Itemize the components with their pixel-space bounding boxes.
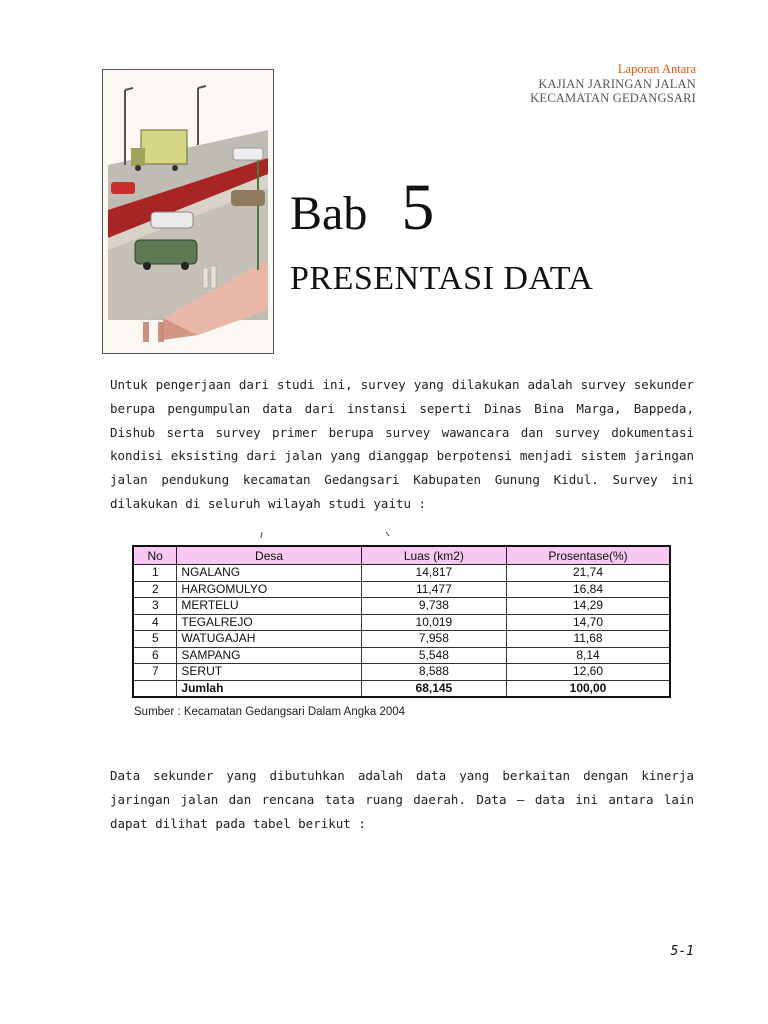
table-total-row [133, 680, 670, 697]
chapter-title: PRESENTASI DATA [290, 260, 594, 297]
chapter-number: 5 [401, 171, 435, 244]
cell-total-prosentase: 100,00 [507, 680, 670, 697]
table-row [133, 598, 670, 615]
col-header-prosentase: Prosentase(%) [507, 546, 670, 565]
cell-luas: 5,548 [361, 647, 506, 664]
chapter-heading [290, 170, 434, 246]
cell-desa: HARGOMULYO [177, 581, 361, 598]
cell-desa: MERTELU [177, 598, 361, 615]
col-header-no: No [133, 546, 177, 565]
cell-no: 7 [133, 664, 177, 681]
table-row [133, 565, 670, 582]
cell-no: 6 [133, 647, 177, 664]
cell-no: 4 [133, 614, 177, 631]
table-source: Sumber : Kecamatan Gedangsari Dalam Angka 2004 [134, 706, 406, 718]
running-header [530, 62, 696, 106]
report-title: Laporan Antara [617, 62, 696, 76]
cell-luas: 10,019 [361, 614, 506, 631]
col-header-luas: Luas (km2) [361, 546, 506, 565]
cell-no: 5 [133, 631, 177, 648]
scan-marks [255, 530, 415, 544]
district-title: KECAMATAN GEDANGSARI [530, 91, 696, 105]
cell-prosentase: 8,14 [507, 647, 670, 664]
highway-illustration [102, 69, 274, 354]
cell-desa: TEGALREJO [177, 614, 361, 631]
secondary-data-paragraph: Data sekunder yang dibutuhkan adalah data yang berkaitan dengan kinerja jaringan jalan dan rencana tata ruang daerah. Data – data ini antara lain dapat dilihat pada tabel berikut : [110, 768, 694, 831]
col-header-desa: Desa [177, 546, 361, 565]
chapter-label: Bab [290, 187, 368, 240]
cell-desa: SAMPANG [177, 647, 361, 664]
cell-no: 1 [133, 565, 177, 582]
cell-luas: 9,738 [361, 598, 506, 615]
cell-no: 3 [133, 598, 177, 615]
table-row [133, 664, 670, 681]
cell-no: 2 [133, 581, 177, 598]
cell-luas: 7,958 [361, 631, 506, 648]
cell-desa: SERUT [177, 664, 361, 681]
cell-desa: WATUGAJAH [177, 631, 361, 648]
table-row [133, 647, 670, 664]
cell-desa: NGALANG [177, 565, 361, 582]
table-row [133, 614, 670, 631]
cell-no [133, 680, 177, 697]
village-area-table [132, 545, 671, 698]
cell-prosentase: 14,29 [507, 598, 670, 615]
cell-prosentase: 14,70 [507, 614, 670, 631]
cell-luas: 8,588 [361, 664, 506, 681]
cell-total-label: Jumlah [177, 680, 361, 697]
page-number: 5-1 [670, 944, 694, 959]
table-header-row [133, 546, 670, 565]
intro-paragraph: Untuk pengerjaan dari studi ini, survey yang dilakukan adalah survey sekunder berupa pengumpulan data dari instansi seperti Dinas Bina Marga, Bappeda, Dishub serta survey primer berupa survey wawancara dan survey dokumentasi kondisi eksisting dari jalan yang dianggap berpotensi menjadi sistem jaringan jalan pendukung kecamatan Gedangsari Kabupaten Gunung Kidul. Survey ini dilakukan di seluruh wilayah studi yaitu : [110, 377, 694, 511]
cell-prosentase: 21,74 [507, 565, 670, 582]
study-title: KAJIAN JARINGAN JALAN [538, 76, 696, 91]
cell-total-luas: 68,145 [361, 680, 506, 697]
cell-prosentase: 11,68 [507, 631, 670, 648]
cell-prosentase: 16,84 [507, 581, 670, 598]
table-row [133, 581, 670, 598]
cell-luas: 14,817 [361, 565, 506, 582]
highway-illustration-image [103, 70, 273, 353]
cell-luas: 11,477 [361, 581, 506, 598]
cell-prosentase: 12,60 [507, 664, 670, 681]
table-row [133, 631, 670, 648]
